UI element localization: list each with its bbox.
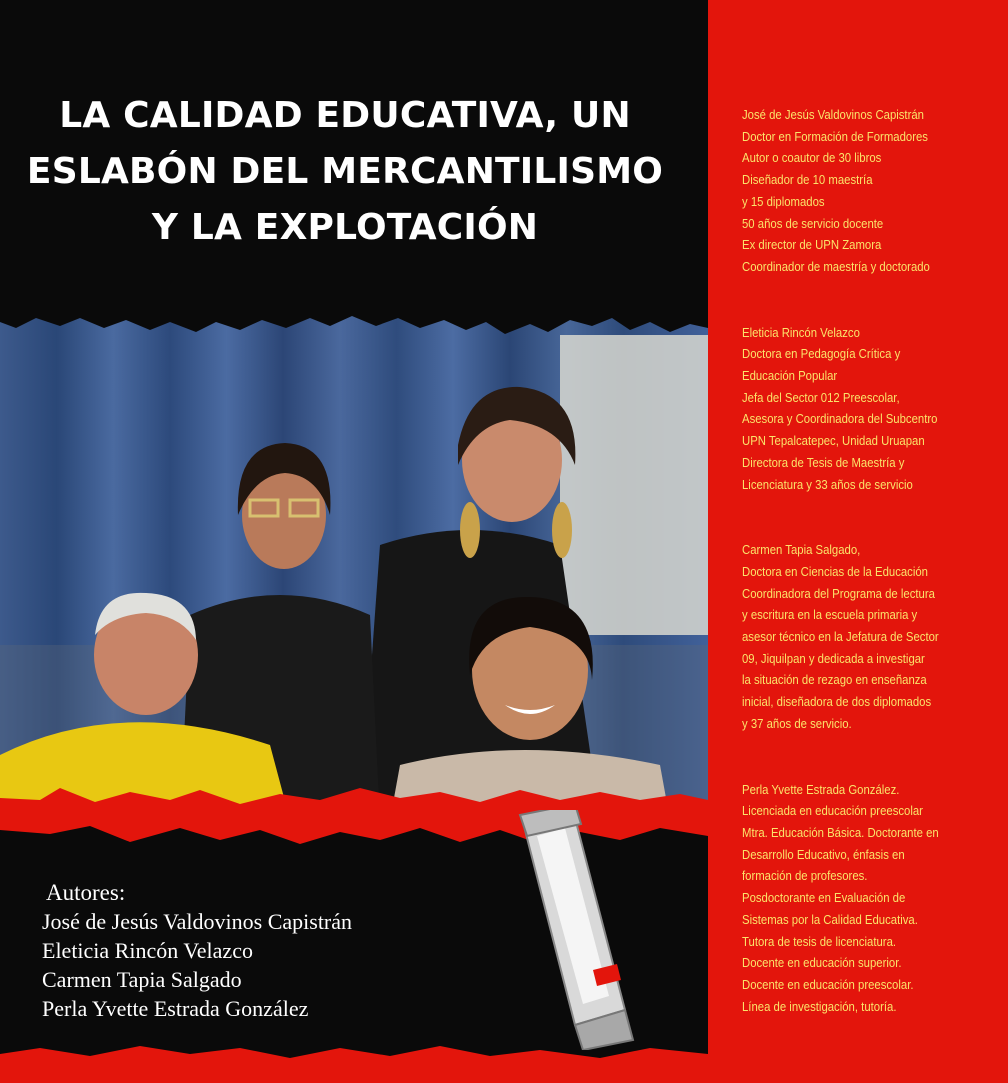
title-line-2: ESLABÓN DEL MERCANTILISMO xyxy=(26,151,664,192)
bio-line: Sistemas por la Calidad Educativa. xyxy=(742,911,918,927)
bio-line: UPN Tepalcatepec, Unidad Uruapan xyxy=(742,433,925,449)
bio-line: Licenciatura y 33 años de servicio xyxy=(742,476,913,492)
group-photo-icon xyxy=(0,315,708,820)
bio-line: Docente en educación superior. xyxy=(742,955,902,971)
bio-line: Tutora de tesis de licenciatura. xyxy=(742,933,897,949)
bio-estrada xyxy=(742,779,1002,1018)
bio-line: Asesora y Coordinadora del Subcentro xyxy=(742,411,938,427)
bio-line: Educación Popular xyxy=(742,368,838,384)
bio-line: Jefa del Sector 012 Preescolar, xyxy=(742,389,900,405)
paint-tube-icon xyxy=(505,810,655,1050)
bio-line: inicial, diseñadora de dos diplomados xyxy=(742,694,932,710)
bio-line: 09, Jiquilpan y dedicada a investigar xyxy=(742,650,925,666)
title-line-3: Y LA EXPLOTACIÓN xyxy=(151,207,539,248)
bio-line: Coordinador de maestría y doctorado xyxy=(742,258,930,274)
bio-line: Perla Yvette Estrada González. xyxy=(742,781,900,797)
bio-line: Licenciada en educación preescolar xyxy=(742,803,923,819)
authors-heading: Autores: xyxy=(46,880,126,905)
author-name: Perla Yvette Estrada González xyxy=(42,996,309,1021)
torn-edge-top xyxy=(0,296,708,346)
bio-line: asesor técnico en la Jefatura de Sector xyxy=(742,629,939,645)
author-name: Eleticia Rincón Velazco xyxy=(42,938,253,963)
bio-tapia xyxy=(742,539,1002,734)
author-bios xyxy=(742,104,966,1017)
bio-line: Autor o coautor de 30 libros xyxy=(742,150,882,166)
bio-line: Línea de investigación, tutoría. xyxy=(742,998,897,1014)
author-name: José de Jesús Valdovinos Capistrán xyxy=(42,909,353,934)
bio-valdovinos xyxy=(742,104,1002,278)
bio-line: formación de profesores. xyxy=(742,868,868,884)
bio-line: y escritura en la escuela primaria y xyxy=(742,607,918,623)
bio-line: Coordinadora del Programa de lectura xyxy=(742,585,935,601)
bio-line: y 15 diplomados xyxy=(742,193,825,209)
book-title xyxy=(20,88,670,256)
bio-line: Directora de Tesis de Maestría y xyxy=(742,454,905,470)
bio-line: Doctor en Formación de Formadores xyxy=(742,128,928,144)
bio-line: 50 años de servicio docente xyxy=(742,215,884,231)
bio-line: Ex director de UPN Zamora xyxy=(742,237,882,253)
bio-line: Carmen Tapia Salgado, xyxy=(742,542,861,558)
bio-line: Diseñador de 10 maestría xyxy=(742,172,873,188)
bio-line: Mtra. Educación Básica. Doctorante en xyxy=(742,824,939,840)
bio-line: Desarrollo Educativo, énfasis en xyxy=(742,846,905,862)
bio-line: Doctora en Ciencias de la Educación xyxy=(742,563,928,579)
bio-line: Docente en educación preescolar. xyxy=(742,976,914,992)
bio-line: José de Jesús Valdovinos Capistrán xyxy=(742,107,924,122)
bio-line: Posdoctorante en Evaluación de xyxy=(742,890,906,906)
bio-line: la situación de rezago en enseñanza xyxy=(742,672,927,688)
bio-line: Doctora en Pedagogía Crítica y xyxy=(742,346,901,362)
title-line-1: LA CALIDAD EDUCATIVA, UN xyxy=(59,95,631,136)
bio-rincon xyxy=(742,322,1002,496)
bio-line: Eleticia Rincón Velazco xyxy=(742,324,860,340)
authors-block xyxy=(42,878,462,1023)
author-name: Carmen Tapia Salgado xyxy=(42,967,242,992)
bio-line: y 37 años de servicio. xyxy=(742,715,852,731)
